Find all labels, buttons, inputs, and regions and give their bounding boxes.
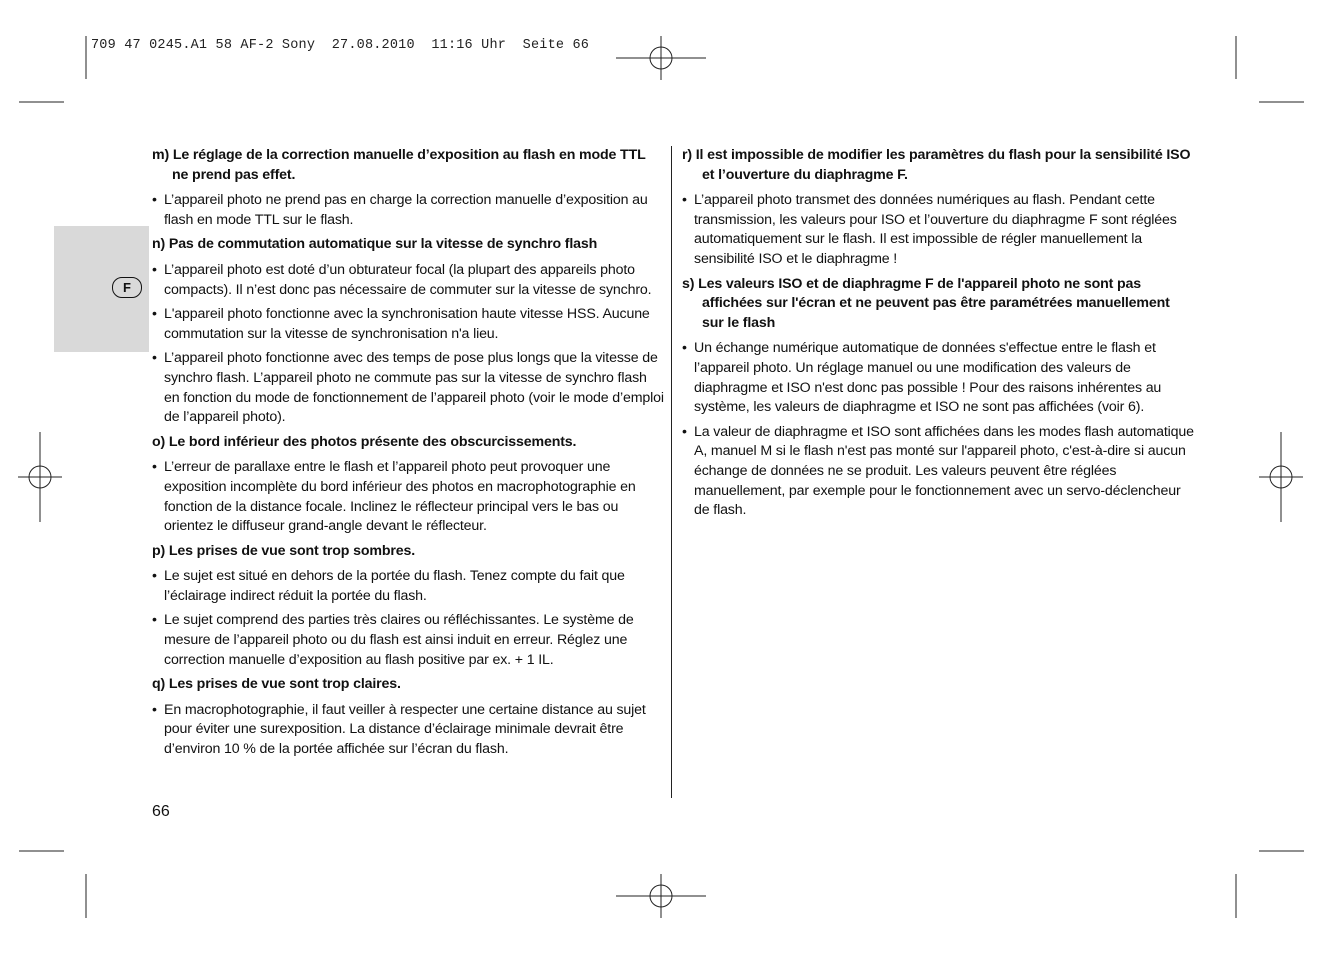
faq-section xyxy=(152,146,664,230)
section-heading: n) Pas de commutation automatique sur la vitesse de synchro flash xyxy=(152,236,598,253)
left-column xyxy=(152,146,664,765)
bullet-item: • L’erreur de parallaxe entre le flash et l’appareil photo peut provoquer une exposition incomplète du bord inférieur des photos en macrophotographie en fonction de la distance focale. Inclinez le réflecteur principal vers le bas ou orientez le diffuseur grand-angle devant le réflecteur. xyxy=(152,458,664,536)
bullet-item: • Un échange numérique automatique de données s'effectue entre le flash et l’appareil photo. Un réglage manuel ou une modification des valeurs de diaphragme et ISO n'est donc pas possible ! Pour des raisons inhérentes au système, les valeurs de diaphragme et ISO ne sont pas affichées (voir 6). xyxy=(682,339,1194,417)
section-heading: o) Le bord inférieur des photos présente des obscurcissements. xyxy=(152,433,577,450)
column-divider xyxy=(671,146,672,798)
faq-section xyxy=(152,675,664,759)
print-slug-line: 709 47 0245.A1 58 AF-2 Sony 27.08.2010 11:16 Uhr Seite 66 xyxy=(91,38,590,53)
bullet-item: • En macrophotographie, il faut veiller à respecter une certaine distance au sujet pour éviter une surexposition. La distance d’éclairage minimale devrait être d’environ 10 % de la portée affichée sur l’écran du flash. xyxy=(152,701,664,760)
language-badge: F xyxy=(112,277,142,298)
faq-section xyxy=(152,235,664,427)
bullet-item: • La valeur de diaphragme et ISO sont affichées dans les modes flash automatique A, manuel M si le flash n'est pas monté sur l'appareil photo, c'est-à-dire si aucun échange de données ne se produit. Les valeurs peuvent être réglées manuellement, par exemple pour le fonctionnement avec un servo-déclencheur de flash. xyxy=(682,423,1194,521)
faq-section xyxy=(152,433,664,537)
bullet-item: • Le sujet est situé en dehors de la portée du flash. Tenez compte du fait que l’éclairage indirect réduit la portée du flash. xyxy=(152,567,664,606)
bullet-item: • L'appareil photo fonctionne avec la synchronisation haute vitesse HSS. Aucune commutation sur la vitesse de synchronisation n'a lieu. xyxy=(152,305,664,344)
faq-section xyxy=(152,542,664,671)
bullet-item: • L’appareil photo ne prend pas en charge la correction manuelle d’exposition au flash en mode TTL sur le flash. xyxy=(152,191,664,230)
faq-section xyxy=(682,275,1194,521)
bullet-item: • L’appareil photo fonctionne avec des temps de pose plus longs que la vitesse de synchro flash. L’appareil photo ne commute pas sur la vitesse de synchro flash en fonction du mode de fonctionnement de l’appareil photo (voir le mode d’emploi de l’appareil photo). xyxy=(152,349,664,427)
right-column xyxy=(682,146,1194,526)
page-number: 66 xyxy=(152,803,170,820)
section-heading: s) Les valeurs ISO et de diaphragme F de l'appareil photo ne sont pas affichées sur l'écran et ne peuvent pas être paramétrées manuellement sur le flash xyxy=(682,275,1170,331)
section-heading: m) Le réglage de la correction manuelle d’exposition au flash en mode TTL ne prend pas effet. xyxy=(152,147,646,183)
bullet-item: • L’appareil photo transmet des données numériques au flash. Pendant cette transmission, les valeurs pour ISO et l’ouverture du diaphragme F sont réglées automatiquement sur le flash. Il est impossible de régler manuellement la sensibilité ISO et le diaphragme ! xyxy=(682,191,1194,269)
faq-section xyxy=(682,146,1194,270)
section-heading: q) Les prises de vue sont trop claires. xyxy=(152,676,401,693)
bullet-item: • Le sujet comprend des parties très claires ou réfléchissantes. Le système de mesure de l’appareil photo ou du flash est ainsi induit en erreur. Réglez une correction manuelle d’exposition au flash positive par ex. + 1 IL. xyxy=(152,611,664,670)
section-heading: p) Les prises de vue sont trop sombres. xyxy=(152,542,415,559)
bullet-item: • L’appareil photo est doté d’un obturateur focal (la plupart des appareils photo compacts). Il n’est donc pas nécessaire de commuter sur la vitesse de synchro. xyxy=(152,261,664,300)
section-heading: r) Il est impossible de modifier les paramètres du flash pour la sensibilité ISO et l’ouverture du diaphragme F. xyxy=(682,147,1191,183)
